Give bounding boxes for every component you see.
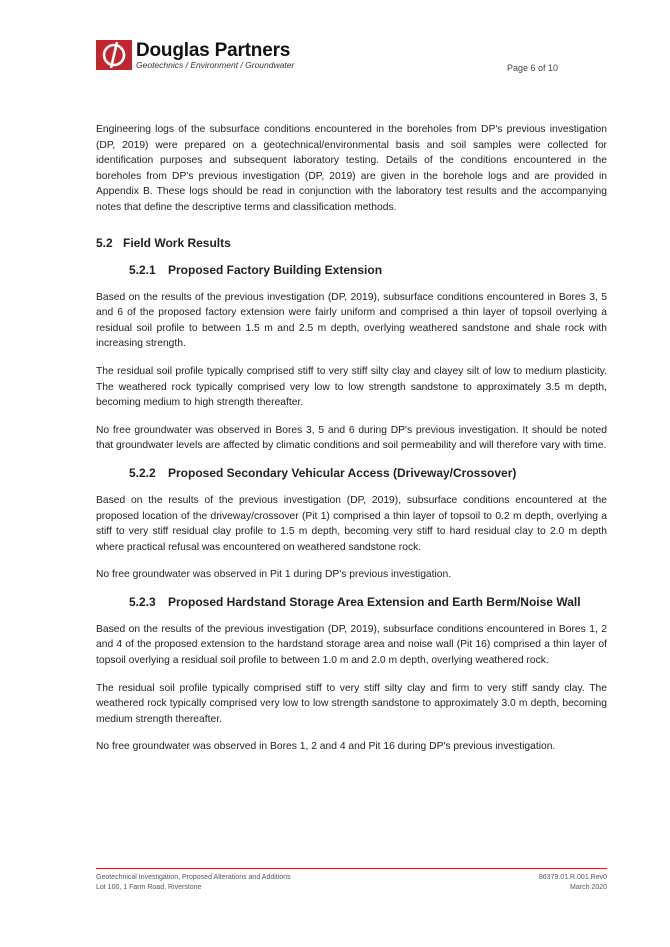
section-title: Field Work Results: [123, 235, 231, 250]
subsection-number: 5.2.2: [129, 465, 156, 480]
subsection-heading-5-2-1: [129, 263, 607, 277]
paragraph-5-2-3-b: The residual soil profile typically comprised stiff to very stiff silty clay and firm to very stiff sandy clay. The weathered rock typically comprised very low to low strength sandstone to approximately 3.0 m depth, becoming medium strength thereafter.: [96, 682, 607, 725]
company-logo: [96, 40, 294, 70]
paragraph-5-2-3-a: Based on the results of the previous investigation (DP, 2019), subsurface conditions encountered in Bores 1, 2 and 4 of the proposed extension to the hardstand storage area and noise wall (Pit 16) comprised a thin layer of topsoil overlying a residual soil profile to between 1.0 m and 2.0 m depth, overlying weathered rock.: [96, 623, 607, 667]
intro-paragraph: Engineering logs of the subsurface conditions encountered in the boreholes from DP's previous investigation (DP, 2019) were prepared on a geotechnical/environmental basis and soil samples were collected for identification purposes and subsequent laboratory testing. Details of the conditions encountered in the boreholes from DP's previous investigation (DP, 2019) are given in the borehole logs and are provided in Appendix B. These logs should be read in conjunction with the laboratory test results and the accompanying notes that define the descriptive terms and classification methods.: [96, 124, 607, 213]
footer-date: March 2020: [570, 884, 607, 891]
company-tagline: Geotechnics / Environment / Groundwater: [136, 59, 295, 70]
subsection-number: 5.2.1: [129, 262, 156, 277]
footer-divider: [96, 868, 607, 869]
subsection-heading-5-2-2: [129, 466, 607, 480]
paragraph-5-2-1-a: Based on the results of the previous investigation (DP, 2019), subsurface conditions encountered in Bores 3, 5 and 6 of the proposed factory extension were fairly uniform and comprised a thin layer of topsoil overlying a residual soil profile to between 1.5 m and 2.5 m depth, overlying weathered sandstone and shale rock with increasing strength.: [96, 291, 607, 350]
page-number: Page 6 of 10: [506, 63, 558, 73]
subsection-title: Proposed Hardstand Storage Area Extension and Earth Berm/Noise Wall: [168, 594, 581, 609]
paragraph-5-2-2-b: No free groundwater was observed in Pit 1 during DP's previous investigation.: [96, 569, 452, 581]
paragraph-5-2-3-c: No free groundwater was observed in Bores 1, 2 and 4 and Pit 16 during DP's previous investigation.: [96, 741, 556, 753]
subsection-title: Proposed Secondary Vehicular Access (Driveway/Crossover): [168, 465, 517, 480]
dp-logo-mark-icon: [96, 40, 132, 70]
footer-report-title: Geotechnical Investigation, Proposed Alterations and Additions: [96, 874, 291, 881]
subsection-number: 5.2.3: [129, 594, 156, 609]
subsection-heading-5-2-3: [129, 595, 607, 609]
paragraph-5-2-2-a: Based on the results of the previous investigation (DP, 2019), subsurface conditions encountered at the proposed location of the driveway/crossover (Pit 1) comprised a thin layer of topsoil to 0.2 m depth, overlying a stiff to very stiff residual clay profile to 1.5 m depth, becoming very stiff to hard residual clay to 2.0 m depth where practical refusal was encountered on weathered sandstone rock.: [96, 494, 607, 553]
company-name: Douglas Partners: [136, 39, 291, 61]
section-heading-5-2: [96, 236, 607, 250]
logo-text: [136, 41, 294, 70]
footer-site-address: Lot 100, 1 Farm Road, Riverstone: [96, 884, 202, 891]
paragraph-5-2-1-c: No free groundwater was observed in Bores 3, 5 and 6 during DP's previous investigation. It should be noted that groundwater levels are affected by climatic conditions and soil permeability and will therefore vary with time.: [96, 424, 607, 452]
main-content: [96, 122, 607, 767]
footer-left: [96, 873, 291, 893]
paragraph-5-2-1-b: The residual soil profile typically comprised stiff to very stiff silty clay and clayey silt of low to medium plasticity. The weathered rock typically comprised very low to low strength sandstone to approximately 3.5 m depth, becoming medium to high strength thereafter.: [96, 365, 607, 409]
footer-right: [539, 873, 607, 893]
page-footer: [96, 873, 607, 893]
footer-report-number: 86379.01.R.001.Rev0: [538, 874, 607, 881]
section-number: 5.2: [96, 235, 113, 250]
subsection-title: Proposed Factory Building Extension: [168, 262, 383, 277]
